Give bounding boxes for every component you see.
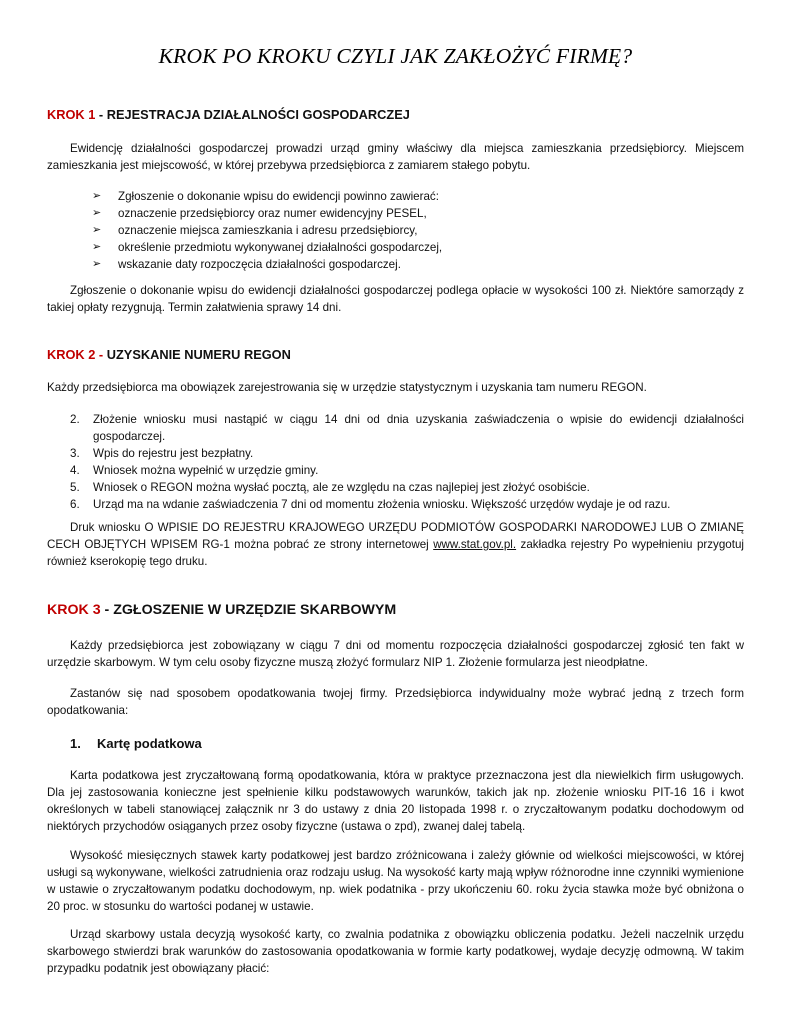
step3-paragraph-2: Zastanów się nad sposobem opodatkowania twojej firmy. Przedsiębiorca indywidualny może wybrać jedną z trzech form opodatkowania: — [47, 687, 744, 717]
list-item: 3. Wpis do rejestru jest bezpłatny. — [70, 447, 254, 460]
step1-dash: - — [95, 107, 107, 122]
list-item: ➢ wskazanie daty rozpoczęcia działalności gospodarczej. — [92, 258, 401, 271]
list-item: 5. Wniosek o REGON można wysłać pocztą, ale ze względu na czas najlepiej jest złożyć osobiście. — [70, 481, 590, 494]
list-item: ➢ określenie przedmiotu wykonywanej działalności gospodarczej, — [92, 241, 443, 254]
step1-paragraph-1: Ewidencję działalności gospodarczej prowadzi urząd gminy właściwy dla miejsca zamieszkania przedsiębiorcy. Miejscem zamieszkania jest miejscowość, w której przebywa przedsiębiorca z zamiarem stałego pobytu. — [47, 142, 744, 172]
step3-paragraph-4: Wysokość miesięcznych stawek karty podatkowej jest bardzo zróżnicowana i zależy głównie od wielkości miejscowości, w której usługi są wykonywane, wielkości zatrudnienia oraz rodzaju usług. Na wysokość karty mają wpływ różnorodne inne czynniki wymienione w ustawie o zryczałtowanym podatku dochodowym, np. wiek podatnika - przy ukończeniu 60. roku życia stawka może być obniżona o 20 proc. w stosunku do wartości podanej w ustawie. — [47, 849, 744, 913]
subheading-number: 1. — [70, 736, 81, 751]
list-item: 4. Wniosek można wypełnić w urzędzie gminy. — [70, 464, 319, 477]
step1-bullet-list — [92, 188, 442, 273]
step2-heading — [47, 346, 291, 363]
list-item: 2. Złożenie wniosku musi nastąpić w ciągu 14 dni od dnia uzyskania zaświadczenia o wpisie do ewidencji działalności gospodarczej. — [70, 413, 744, 443]
step3-label: KROK 3 — [47, 602, 101, 618]
arrow-bullet-icon: ➢ — [92, 190, 102, 202]
step2-paragraph-1: Każdy przedsiębiorca ma obowiązek zarejestrowania się w urzędzie statystycznym i uzyskania tam numeru REGON. — [47, 381, 647, 394]
step3-paragraph-3: Karta podatkowa jest zryczałtowaną formą opodatkowania, która w praktyce przeznaczona jest dla niewielkich firm usługowych. Dla jej zastosowania konieczne jest spełnienie kilku podstawowych warunków, takich jak np. złożenie wniosku PIT-16 16 i kwot określonych w tabeli stanowiącej załącznik nr 3 do ustawy z dnia 20 listopada 1998 r. o zryczałtowanym podatku dochodowym od niektórych przychodów osiąganych przez osoby fizyczne (ustawa o zpd), zwanej dalej tabelą. — [47, 769, 744, 833]
step1-title: REJESTRACJA DZIAŁALNOŚCI GOSPODARCZEJ — [106, 107, 410, 122]
step2-paragraph-2: Druk wniosku O WPISIE DO REJESTRU KRAJOWEGO URZĘDU PODMIOTÓW GOSPODARKI NARODOWEJ LUB O ZMIANĘ CECH OBJĘTYCH WPISEM RG-1 można pobrać ze strony internetowej www.stat.gov.pl. zakładka rejestry Po wypełnieniu przygotuj również kserokopię tego druku. — [47, 521, 744, 568]
step2-title: UZYSKANIE NUMERU REGON — [106, 347, 291, 362]
step3-heading — [47, 602, 396, 619]
subheading-title: Kartę podatkowa — [97, 736, 202, 751]
arrow-bullet-icon: ➢ — [92, 241, 102, 253]
list-item: ➢ Zgłoszenie o dokonanie wpisu do ewidencji powinno zawierać: — [92, 190, 439, 203]
list-item: ➢ oznaczenie przedsiębiorcy oraz numer ewidencyjny PESEL, — [92, 207, 427, 220]
step3-title: ZGŁOSZENIE W URZĘDZIE SKARBOWYM — [113, 602, 397, 618]
step3-paragraph-1: Każdy przedsiębiorca jest zobowiązany w ciągu 7 dni od momentu rozpoczęcia działalności gospodarczej zgłosić ten fakt w urzędzie skarbowym. W tym celu osoby fizyczne muszą złożyć formularz NIP 1. Złożenie formularza jest nieodpłatne. — [47, 639, 744, 669]
list-item: 6. Urząd ma na wdanie zaświadczenia 7 dni od momentu złożenia wniosku. Większość urzędów wydaje je od razu. — [70, 498, 671, 511]
arrow-bullet-icon: ➢ — [92, 258, 102, 270]
step2-label: KROK 2 — [47, 347, 96, 362]
list-item: ➢ oznaczenie miejsca zamieszkania i adresu przedsiębiorcy, — [92, 224, 418, 237]
step3-paragraph-5: Urząd skarbowy ustala decyzją wysokość karty, co zwalnia podatnika z obowiązku obliczenia podatku. Jeżeli naczelnik urzędu skarbowego stwierdzi brak warunków do zastosowania opodatkowania w formie karty podatkowej, wydaje decyzję odmowną. W takim przypadku podatnik jest obowiązany płacić: — [47, 928, 744, 975]
arrow-bullet-icon: ➢ — [92, 207, 102, 219]
step3-dash: - — [100, 602, 114, 618]
arrow-bullet-icon: ➢ — [92, 224, 102, 236]
step3-subheading — [70, 735, 202, 752]
step1-paragraph-2: Zgłoszenie o dokonanie wpisu do ewidencji działalności gospodarczej podlega opłacie w wysokości 100 zł. Niektóre samorządy z takiej opłaty rezygnują. Termin załatwienia sprawy 14 dni. — [47, 284, 744, 314]
step1-label: KROK 1 — [47, 107, 96, 122]
stat-gov-link[interactable]: www.stat.gov.pl. — [433, 538, 517, 551]
step2-numbered-list — [70, 411, 744, 513]
document-title: KROK PO KROKU CZYLI JAK ZAKŁOŻYĆ FIRMĘ? — [158, 44, 633, 68]
step2-dash: - — [95, 347, 107, 362]
step1-heading — [47, 106, 410, 123]
